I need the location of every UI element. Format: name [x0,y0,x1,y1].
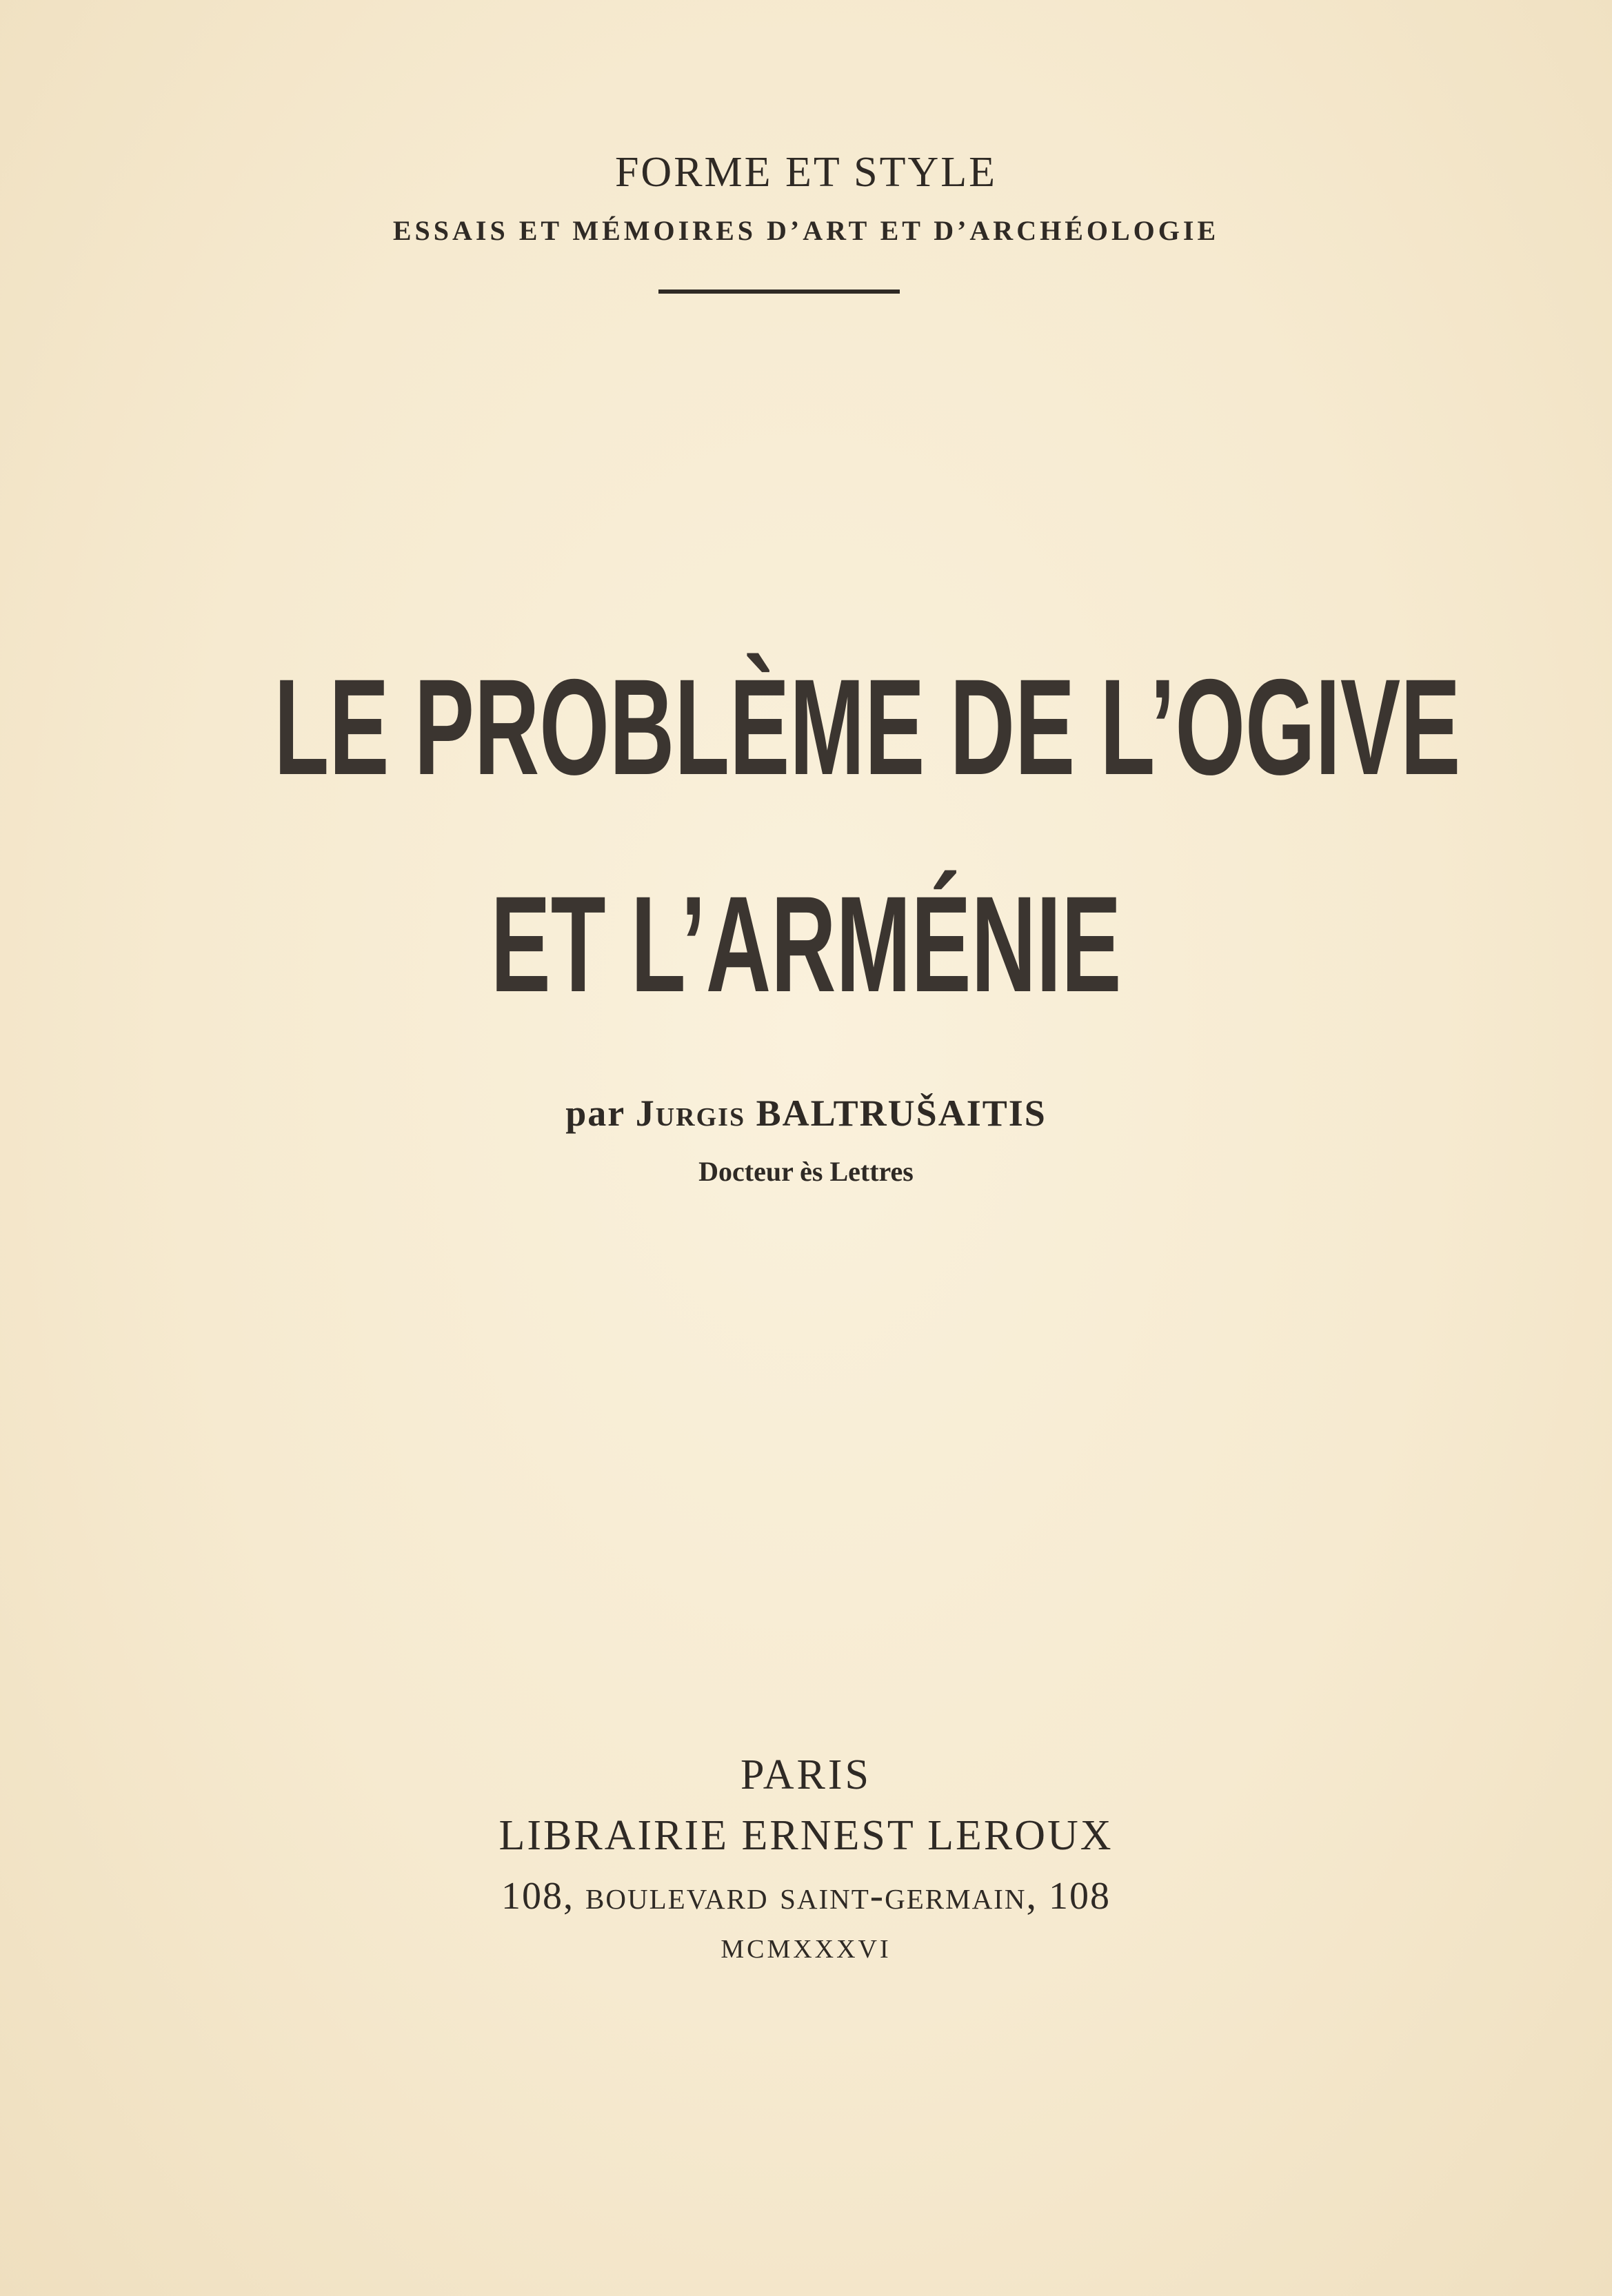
author-credential: Docteur ès Lettres [698,1156,914,1187]
imprint-publisher: LIBRAIRIE ERNEST LEROUX [498,1812,1114,1859]
author-line [0,1086,1612,1141]
imprint-address [0,1868,1612,1924]
author-prefix: par [565,1093,625,1134]
book-title-line-2: ET L’ARMÉNIE [490,868,1122,1020]
imprint-city: PARIS [740,1751,872,1798]
address-street: boulevard saint-germain, [585,1873,1038,1918]
series-subtitle: ESSAIS ET MÉMOIRES D’ART ET D’ARCHÉOLOGIE [392,215,1220,246]
series-title: FORME ET STYLE [614,149,998,196]
book-title-line-1: LE PROBLÈME DE L’OGIVE [274,651,1461,803]
address-number-right: 108 [1048,1875,1111,1918]
author-first-name: Jurgis [635,1093,746,1134]
imprint-year: MCMXXXVI [721,1935,891,1964]
divider-rule [658,289,900,294]
address-number-left: 108, [501,1875,575,1918]
author-last-name: BALTRUŠAITIS [756,1093,1047,1134]
